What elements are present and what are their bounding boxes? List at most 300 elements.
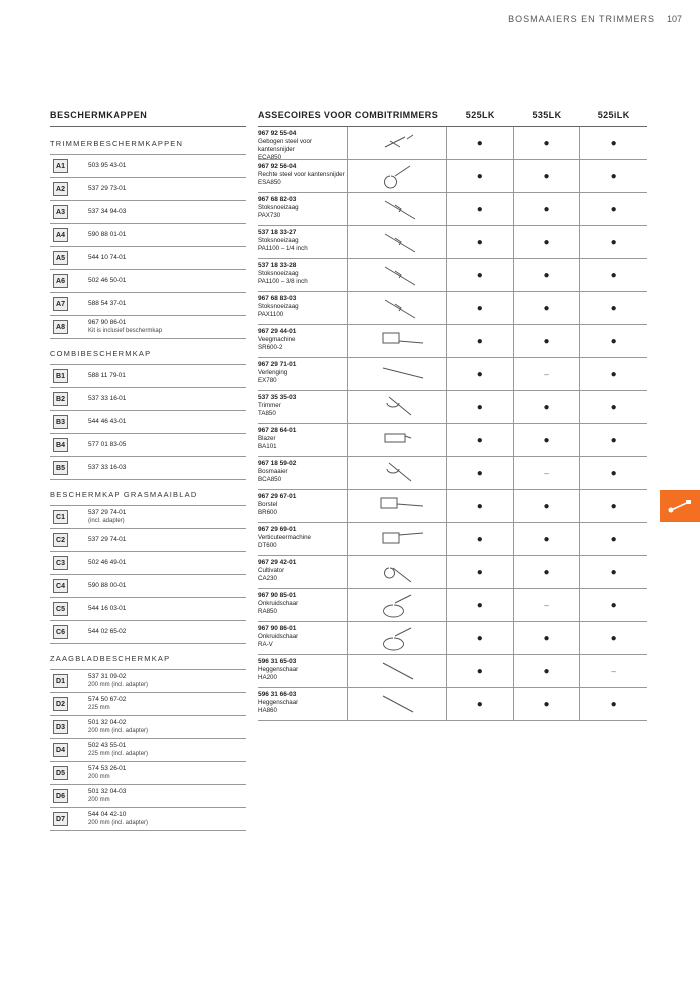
list-item — [50, 670, 246, 693]
part-number: 967 29 44-01 — [258, 328, 297, 335]
group-title: BESCHERMKAP GRASMAAIBLAD — [50, 490, 246, 506]
row-description — [258, 259, 347, 291]
product-image — [365, 657, 429, 685]
item-text — [88, 208, 126, 217]
item-text — [88, 464, 126, 473]
model-header: 525iLK — [597, 110, 630, 120]
product-name: Gebogen steel voor kantensnijder — [258, 138, 313, 153]
part-number: 544 02 65-02 — [88, 627, 127, 635]
item-text — [88, 254, 126, 263]
availability-dot: ● — [610, 434, 617, 446]
item-text — [88, 277, 126, 286]
availability-dot: ● — [447, 226, 514, 258]
item-text — [88, 628, 126, 637]
availability-dot: ● — [447, 688, 514, 720]
part-number: 503 95 43-01 — [88, 161, 127, 169]
item-text — [88, 742, 148, 759]
table-title: ASSECOIRES VOOR COMBITRIMMERS — [258, 110, 439, 120]
list-item — [50, 529, 246, 552]
availability-dot: ● — [447, 589, 514, 621]
item-note: 225 mm — [88, 705, 110, 711]
product-model: HA200 — [258, 674, 277, 681]
protective-covers-list — [50, 110, 246, 831]
item-code: A6 — [53, 274, 68, 288]
part-number: 590 88 01-01 — [88, 230, 127, 238]
list-item — [50, 457, 246, 480]
item-code: D6 — [53, 789, 68, 803]
group-title: COMBIBESCHERMKAP — [50, 349, 246, 365]
item-text — [88, 765, 126, 782]
part-number: 967 29 71-01 — [258, 361, 297, 368]
availability-dot: ● — [610, 599, 617, 611]
part-number: 588 54 37-01 — [88, 299, 127, 307]
item-code: B5 — [53, 461, 68, 475]
part-number: 537 29 74-01 — [88, 508, 127, 516]
product-model: BR600 — [258, 509, 277, 516]
part-number: 544 04 42-10 — [88, 810, 127, 818]
availability-dot: ● — [447, 292, 514, 324]
item-text — [88, 582, 126, 591]
item-code: A7 — [53, 297, 68, 311]
availability-dot: ● — [610, 566, 617, 578]
row-description — [258, 160, 347, 192]
product-image-cell — [347, 127, 447, 159]
item-text — [88, 162, 126, 171]
part-number: 967 90 86-01 — [258, 625, 297, 632]
part-number: 596 31 65-03 — [258, 658, 297, 665]
row-description — [258, 457, 347, 489]
row-description — [258, 292, 347, 324]
product-name: Borstel — [258, 501, 278, 508]
product-image — [365, 228, 429, 256]
product-name: Stoksnoeizaag — [258, 303, 299, 310]
item-code: C5 — [53, 602, 68, 616]
table-row — [258, 127, 647, 160]
list-item — [50, 201, 246, 224]
availability-dash: – — [514, 589, 581, 621]
product-image-cell — [347, 688, 447, 720]
group-title: TRIMMERBESCHERMKAPPEN — [50, 139, 246, 155]
product-image-cell — [347, 358, 447, 390]
item-code: C1 — [53, 510, 68, 524]
item-text — [88, 300, 126, 309]
product-name: Onkruidschaar — [258, 633, 299, 640]
list-item — [50, 598, 246, 621]
part-number: 537 29 73-01 — [88, 184, 127, 192]
availability-dot: ● — [514, 160, 581, 192]
part-number: 577 01 83-05 — [88, 440, 127, 448]
product-image-cell — [347, 556, 447, 588]
item-code: C6 — [53, 625, 68, 639]
list-item — [50, 808, 246, 831]
product-image — [365, 261, 429, 289]
item-note: 200 mm — [88, 797, 110, 803]
product-model: PAX730 — [258, 212, 281, 219]
availability-dot: ● — [610, 368, 617, 380]
model-header: 525LK — [465, 110, 495, 120]
item-code: D7 — [53, 812, 68, 826]
product-model: BCA850 — [258, 476, 282, 483]
availability-dot: ● — [514, 226, 581, 258]
availability-dot: ● — [447, 556, 514, 588]
product-name: Stoksnoeizaag — [258, 270, 299, 277]
product-model: BA101 — [258, 443, 277, 450]
section-title: BOSMAAIERS EN TRIMMERS — [508, 14, 655, 24]
availability-dot: ● — [447, 160, 514, 192]
part-number: 501 32 04-02 — [88, 718, 127, 726]
table-row — [258, 292, 647, 325]
page-number: 107 — [666, 14, 682, 24]
part-number: 967 28 64-01 — [258, 427, 297, 434]
product-image — [365, 591, 429, 619]
product-name: Blazer — [258, 435, 276, 442]
row-description — [258, 622, 347, 654]
product-image — [365, 327, 429, 355]
model-header: 535LK — [532, 110, 562, 120]
availability-dot: ● — [447, 424, 514, 456]
part-number: 967 29 42-01 — [258, 559, 297, 566]
table-row — [258, 688, 647, 721]
table-row — [258, 556, 647, 589]
product-image — [365, 690, 429, 718]
table-row — [258, 490, 647, 523]
list-item — [50, 434, 246, 457]
availability-dash: – — [611, 666, 616, 676]
list-item — [50, 388, 246, 411]
item-code: D3 — [53, 720, 68, 734]
item-code: A3 — [53, 205, 68, 219]
product-model: RA850 — [258, 608, 277, 615]
part-number: 967 18 59-02 — [258, 460, 297, 467]
item-text — [88, 441, 126, 450]
accessories-table — [258, 110, 647, 721]
product-image-cell — [347, 457, 447, 489]
product-model: PAX1100 — [258, 311, 284, 318]
table-row — [258, 655, 647, 688]
product-image-cell — [347, 655, 447, 687]
product-name: Rechte steel voor kantensnijder — [258, 171, 345, 178]
trimmer-icon — [667, 499, 693, 513]
row-description — [258, 226, 347, 258]
row-description — [258, 358, 347, 390]
list-item — [50, 785, 246, 808]
product-model: PA1100 – 3/8 inch — [258, 278, 308, 285]
product-name: Stoksnoeizaag — [258, 204, 299, 211]
table-row — [258, 259, 647, 292]
product-image-cell — [347, 292, 447, 324]
part-number: 967 90 85-01 — [258, 592, 297, 599]
product-image-cell — [347, 490, 447, 522]
availability-dot: ● — [514, 622, 581, 654]
availability-dot: ● — [610, 137, 617, 149]
product-image — [365, 624, 429, 652]
table-row — [258, 589, 647, 622]
list-item — [50, 224, 246, 247]
list-item — [50, 178, 246, 201]
product-model: ECA850 — [258, 154, 282, 161]
list-item — [50, 575, 246, 598]
availability-dot: ● — [447, 490, 514, 522]
product-model: PA1100 – 1/4 inch — [258, 245, 308, 252]
row-description — [258, 556, 347, 588]
part-number: 967 29 69-01 — [258, 526, 297, 533]
product-image — [365, 459, 429, 487]
availability-dot: ● — [610, 401, 617, 413]
availability-dot: ● — [610, 302, 617, 314]
row-description — [258, 391, 347, 423]
left-title: BESCHERMKAPPEN — [50, 110, 246, 127]
table-row — [258, 160, 647, 193]
product-name: Heggenschaar — [258, 699, 299, 706]
item-text — [88, 185, 126, 194]
item-text — [88, 559, 126, 568]
row-description — [258, 127, 347, 159]
row-description — [258, 193, 347, 225]
availability-dot: ● — [447, 523, 514, 555]
item-text — [88, 788, 126, 805]
product-name: Onkruidschaar — [258, 600, 299, 607]
product-model: ESA850 — [258, 179, 281, 186]
availability-dot: ● — [514, 523, 581, 555]
availability-dot: ● — [447, 391, 514, 423]
part-number: 502 43 55-01 — [88, 741, 127, 749]
table-header — [258, 110, 647, 127]
part-number: 967 29 67-01 — [258, 493, 297, 500]
part-number: 574 53 26-01 — [88, 764, 127, 772]
product-model: HA860 — [258, 707, 277, 714]
availability-dot: ● — [610, 467, 617, 479]
table-row — [258, 226, 647, 259]
product-image — [365, 129, 429, 157]
part-number: 502 46 50-01 — [88, 276, 127, 284]
item-code: B4 — [53, 438, 68, 452]
availability-dot: ● — [610, 269, 617, 281]
row-description — [258, 424, 347, 456]
item-note: (incl. adapter) — [88, 518, 125, 524]
part-number: 537 29 74-01 — [88, 535, 127, 543]
availability-dot: ● — [447, 622, 514, 654]
list-item — [50, 411, 246, 434]
product-model: RA-V — [258, 641, 273, 648]
availability-dot: ● — [447, 193, 514, 225]
list-item — [50, 621, 246, 644]
availability-dot: ● — [514, 490, 581, 522]
part-number: 502 46 49-01 — [88, 558, 127, 566]
product-image-cell — [347, 193, 447, 225]
list-item — [50, 506, 246, 529]
item-note: 225 mm (incl. adapter) — [88, 751, 149, 757]
list-item — [50, 552, 246, 575]
product-image-cell — [347, 523, 447, 555]
item-code: D4 — [53, 743, 68, 757]
availability-dot: ● — [447, 457, 514, 489]
availability-dash: – — [514, 457, 581, 489]
item-code: C4 — [53, 579, 68, 593]
item-code: A2 — [53, 182, 68, 196]
product-image — [365, 195, 429, 223]
item-note: 200 mm (incl. adapter) — [88, 820, 149, 826]
part-number: 967 68 82-03 — [258, 196, 297, 203]
availability-dot: ● — [610, 236, 617, 248]
availability-dot: ● — [514, 292, 581, 324]
list-item — [50, 247, 246, 270]
availability-dot: ● — [610, 698, 617, 710]
item-code: D5 — [53, 766, 68, 780]
row-description — [258, 655, 347, 687]
list-item — [50, 739, 246, 762]
list-item — [50, 716, 246, 739]
item-code: B2 — [53, 392, 68, 406]
availability-dot: ● — [514, 556, 581, 588]
list-item — [50, 693, 246, 716]
part-number: 590 88 00-01 — [88, 581, 127, 589]
product-image — [365, 492, 429, 520]
product-image — [365, 162, 429, 190]
product-model: SR600-2 — [258, 344, 283, 351]
availability-dot: ● — [610, 335, 617, 347]
item-code: A5 — [53, 251, 68, 265]
product-image-cell — [347, 160, 447, 192]
row-description — [258, 490, 347, 522]
part-number: 537 33 16-01 — [88, 394, 127, 402]
page-header — [508, 14, 682, 24]
item-text — [88, 418, 126, 427]
product-image — [365, 525, 429, 553]
table-row — [258, 358, 647, 391]
item-text — [88, 509, 126, 526]
part-number: 537 18 33-28 — [258, 262, 297, 269]
part-number: 537 31 09-02 — [88, 672, 127, 680]
product-name: Veegmachine — [258, 336, 296, 343]
item-note: Kit is inclusief beschermkap — [88, 328, 163, 334]
availability-dot: ● — [514, 655, 581, 687]
item-code: B1 — [53, 369, 68, 383]
product-model: DT600 — [258, 542, 277, 549]
product-image — [365, 558, 429, 586]
list-item — [50, 316, 246, 339]
row-description — [258, 325, 347, 357]
part-number: 574 50 67-02 — [88, 695, 127, 703]
product-image — [365, 294, 429, 322]
product-image-cell — [347, 589, 447, 621]
table-row — [258, 457, 647, 490]
table-row — [258, 424, 647, 457]
product-image-cell — [347, 391, 447, 423]
availability-dot: ● — [447, 655, 514, 687]
item-code: C3 — [53, 556, 68, 570]
product-image — [365, 393, 429, 421]
product-name: Verticuteermachine — [258, 534, 311, 541]
part-number: 596 31 66-03 — [258, 691, 297, 698]
list-item — [50, 155, 246, 178]
part-number: 537 35 35-03 — [258, 394, 297, 401]
product-image-cell — [347, 424, 447, 456]
availability-dot: ● — [514, 193, 581, 225]
product-image — [365, 360, 429, 388]
availability-dash: – — [514, 358, 581, 390]
availability-dot: ● — [514, 391, 581, 423]
part-number: 544 10 74-01 — [88, 253, 127, 261]
section-tab[interactable] — [660, 490, 700, 522]
availability-dot: ● — [447, 325, 514, 357]
part-number: 537 18 33-27 — [258, 229, 297, 236]
part-number: 537 33 16-03 — [88, 463, 127, 471]
availability-dot: ● — [610, 203, 617, 215]
availability-dot: ● — [610, 500, 617, 512]
availability-dot: ● — [514, 688, 581, 720]
item-code: A8 — [53, 320, 68, 334]
part-number: 588 11 79-01 — [88, 371, 126, 379]
availability-dot: ● — [514, 127, 581, 159]
list-item — [50, 762, 246, 785]
row-description — [258, 688, 347, 720]
product-name: Cultivator — [258, 567, 285, 574]
part-number: 501 32 04-03 — [88, 787, 127, 795]
list-item — [50, 270, 246, 293]
product-model: EX780 — [258, 377, 277, 384]
product-name: Stoksnoeizaag — [258, 237, 299, 244]
item-code: D1 — [53, 674, 68, 688]
table-row — [258, 193, 647, 226]
item-text — [88, 605, 126, 614]
product-model: CA230 — [258, 575, 277, 582]
item-code: A4 — [53, 228, 68, 242]
product-name: Heggenschaar — [258, 666, 299, 673]
item-text — [88, 372, 126, 381]
part-number: 967 92 56-04 — [258, 163, 297, 170]
item-text — [88, 811, 148, 828]
table-row — [258, 325, 647, 358]
availability-dot: ● — [610, 533, 617, 545]
part-number: 967 68 83-03 — [258, 295, 297, 302]
product-image-cell — [347, 325, 447, 357]
item-code: A1 — [53, 159, 68, 173]
product-image-cell — [347, 259, 447, 291]
availability-dot: ● — [514, 259, 581, 291]
item-note: 200 mm — [88, 774, 110, 780]
part-number: 537 34 94-03 — [88, 207, 127, 215]
item-code: C2 — [53, 533, 68, 547]
item-code: D2 — [53, 697, 68, 711]
item-text — [88, 319, 162, 336]
part-number: 544 46 43-01 — [88, 417, 127, 425]
item-note: 200 mm (incl. adapter) — [88, 728, 149, 734]
part-number: 544 16 03-01 — [88, 604, 127, 612]
table-row — [258, 391, 647, 424]
product-image-cell — [347, 226, 447, 258]
availability-dot: ● — [610, 170, 617, 182]
item-text — [88, 673, 148, 690]
item-text — [88, 395, 126, 404]
item-text — [88, 231, 126, 240]
table-row — [258, 523, 647, 556]
availability-dot: ● — [447, 358, 514, 390]
list-item — [50, 365, 246, 388]
part-number: 967 90 86-01 — [88, 318, 127, 326]
part-number: 967 92 55-04 — [258, 130, 297, 137]
row-description — [258, 589, 347, 621]
product-image — [365, 426, 429, 454]
list-item — [50, 293, 246, 316]
item-note: 200 mm (incl. adapter) — [88, 682, 149, 688]
item-text — [88, 719, 148, 736]
availability-dot: ● — [514, 325, 581, 357]
item-code: B3 — [53, 415, 68, 429]
product-name: Trimmer — [258, 402, 281, 409]
table-row — [258, 622, 647, 655]
row-description — [258, 523, 347, 555]
group-title: ZAAGBLADBESCHERMKAP — [50, 654, 246, 670]
